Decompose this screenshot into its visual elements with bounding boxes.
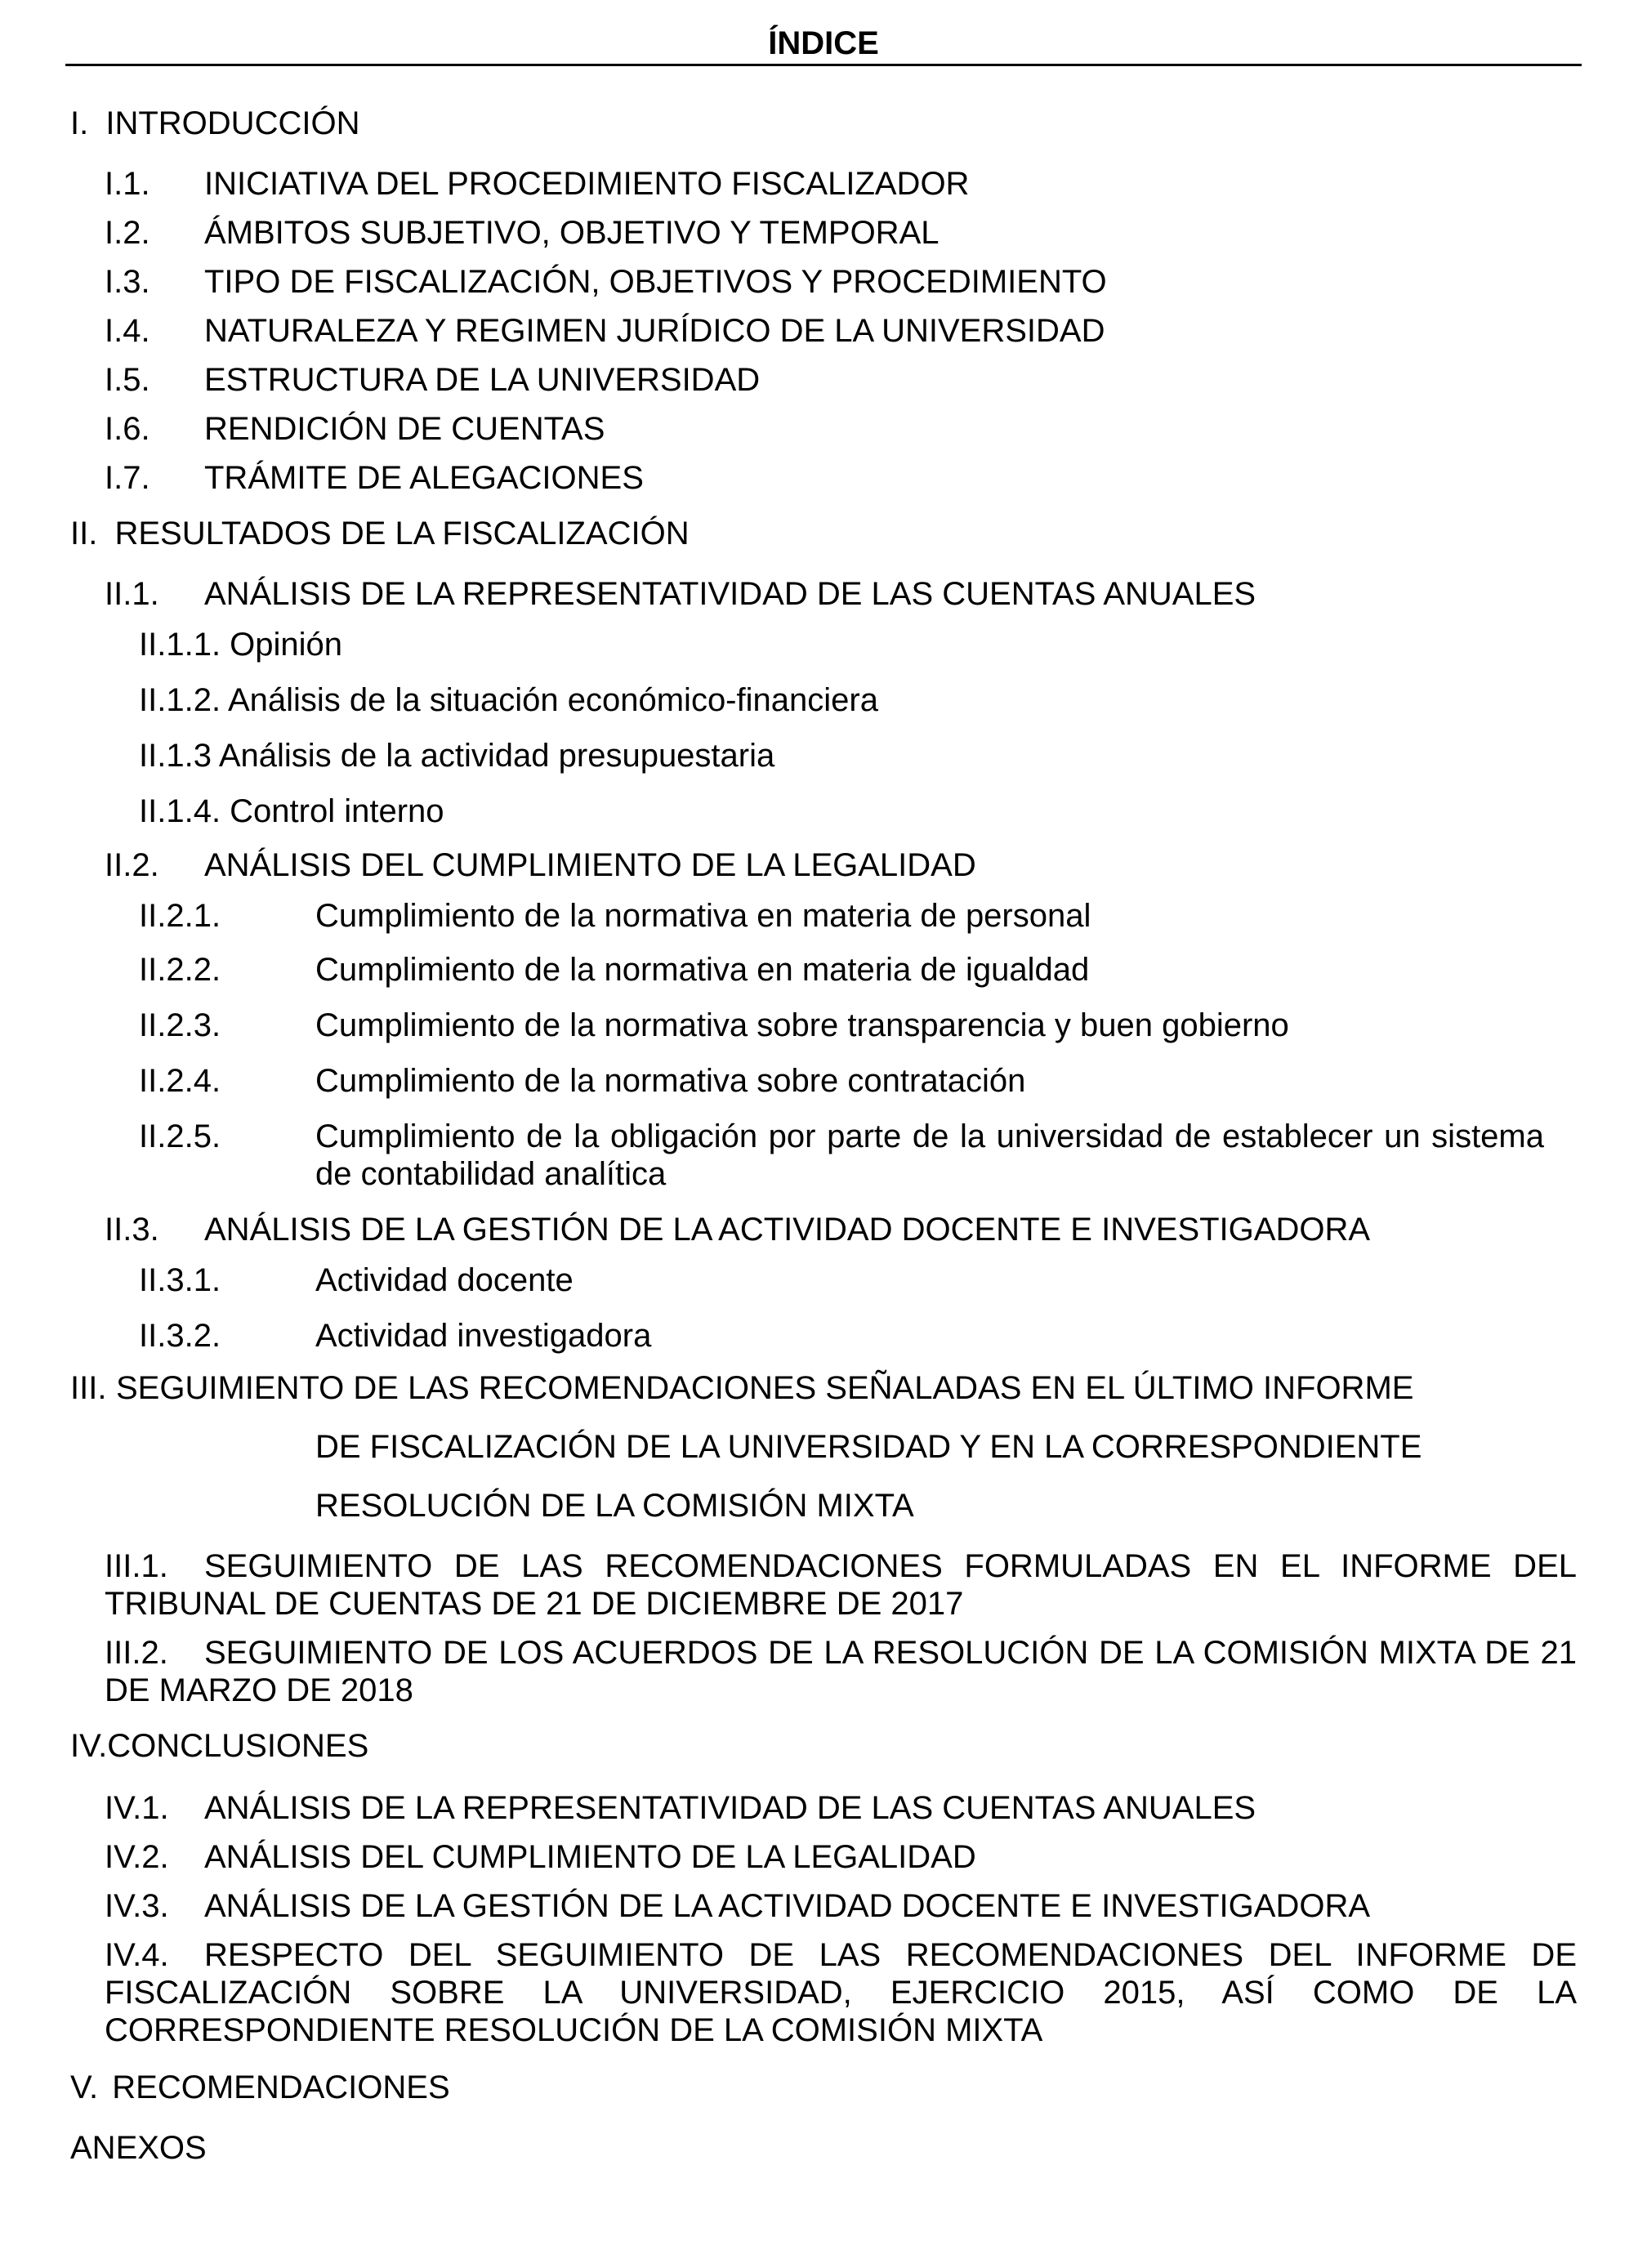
- toc-text: Cumplimiento de la obligación por parte de la universidad de establecer un sistema de contabilidad analítica: [315, 1118, 1544, 1192]
- toc-number: I.7.: [105, 460, 150, 496]
- toc-number: II.2.: [105, 847, 159, 883]
- toc-text: Cumplimiento de la normativa en materia de igualdad: [315, 952, 1090, 988]
- toc-entry-III-1[interactable]: [105, 1547, 1577, 1629]
- toc-entry-II-2-5[interactable]: [139, 1118, 1544, 1199]
- toc-text: TRÁMITE DE ALEGACIONES: [204, 460, 644, 496]
- toc-text: ANÁLISIS DEL CUMPLIMIENTO DE LA LEGALIDAD: [204, 847, 976, 883]
- toc-text: ÁMBITOS SUBJETIVO, OBJETIVO Y TEMPORAL: [204, 215, 940, 251]
- toc-text: ANÁLISIS DEL CUMPLIMIENTO DE LA LEGALIDAD: [204, 1839, 976, 1875]
- toc-number: III.1.: [105, 1548, 168, 1584]
- toc-number: II.3.2.: [139, 1318, 221, 1354]
- toc-entry-III-2[interactable]: [105, 1634, 1577, 1716]
- toc-text: ESTRUCTURA DE LA UNIVERSIDAD: [204, 362, 761, 398]
- toc-text: RENDICIÓN DE CUENTAS: [204, 411, 605, 447]
- toc-number: I.4.: [105, 313, 150, 349]
- toc-text: SEGUIMIENTO DE LAS RECOMENDACIONES FORMULADAS EN EL INFORME DEL TRIBUNAL DE CUENTAS DE 21 DE DICIEMBRE DE 2017: [105, 1548, 1577, 1622]
- toc-number: II.2.4.: [139, 1063, 221, 1099]
- title-divider: [65, 64, 1582, 66]
- toc-entry-I[interactable]: [70, 105, 359, 142]
- toc-number: IV.2.: [105, 1839, 169, 1875]
- toc-text: Actividad investigadora: [315, 1318, 652, 1354]
- toc-number: I.: [70, 105, 89, 141]
- toc-text: ANEXOS: [70, 2130, 207, 2166]
- toc-entry-II[interactable]: [70, 515, 690, 552]
- toc-text: II.1.1. Opinión: [139, 627, 343, 663]
- toc-entry-IV[interactable]: [70, 1727, 368, 1765]
- toc-number: IV.1.: [105, 1790, 169, 1826]
- toc-number: III.: [70, 1370, 107, 1406]
- toc-text: ANÁLISIS DE LA GESTIÓN DE LA ACTIVIDAD DOCENTE E INVESTIGADORA: [204, 1212, 1371, 1248]
- toc-number: II.2.1.: [139, 898, 221, 934]
- toc-number: III.2.: [105, 1635, 168, 1671]
- toc-text-continued: DE FISCALIZACIÓN DE LA UNIVERSIDAD Y EN LA CORRESPONDIENTE: [315, 1429, 1422, 1465]
- toc-text: ANÁLISIS DE LA REPRESENTATIVIDAD DE LAS CUENTAS ANUALES: [204, 1790, 1256, 1826]
- toc-entry-II-1-2[interactable]: [139, 681, 878, 719]
- toc-number: IV.: [70, 1728, 108, 1764]
- toc-number: I.6.: [105, 411, 150, 447]
- toc-entry-II-1-1[interactable]: [139, 626, 342, 663]
- toc-text: Actividad docente: [315, 1262, 574, 1298]
- index-title: ÍNDICE: [768, 25, 879, 61]
- toc-number: IV.3.: [105, 1888, 169, 1924]
- toc-entry-II-1-4[interactable]: [139, 792, 444, 830]
- toc-entry-II-1-3[interactable]: [139, 737, 774, 775]
- toc-entry-anexos[interactable]: [70, 2129, 207, 2167]
- toc-number: II.2.5.: [139, 1118, 221, 1154]
- toc-number: I.2.: [105, 215, 150, 251]
- toc-text: ANÁLISIS DE LA REPRESENTATIVIDAD DE LAS CUENTAS ANUALES: [204, 576, 1256, 612]
- toc-text: INTRODUCCIÓN: [105, 105, 360, 141]
- toc-text: INICIATIVA DEL PROCEDIMIENTO FISCALIZADOR: [204, 166, 970, 202]
- toc-entry-V[interactable]: [70, 2069, 450, 2106]
- toc-text: CONCLUSIONES: [107, 1728, 369, 1764]
- toc-number: IV.4.: [105, 1937, 169, 1973]
- toc-number: II.1.: [105, 576, 159, 612]
- toc-text: Cumplimiento de la normativa en materia de personal: [315, 898, 1091, 934]
- toc-text: SEGUIMIENTO DE LAS RECOMENDACIONES SEÑALADAS EN EL ÚLTIMO INFORME: [116, 1370, 1414, 1406]
- toc-text: ANÁLISIS DE LA GESTIÓN DE LA ACTIVIDAD DOCENTE E INVESTIGADORA: [204, 1888, 1371, 1924]
- toc-entry-IV-4[interactable]: [105, 1936, 1577, 2059]
- toc-text: RESPECTO DEL SEGUIMIENTO DE LAS RECOMENDACIONES DEL INFORME DE FISCALIZACIÓN SOBRE LA UNIVERSIDAD, EJERCICIO 2015, ASÍ COMO DE LA CORRESPONDIENTE RESOLUCIÓN DE LA COMISIÓN MIXTA: [105, 1937, 1577, 2048]
- toc-text: Cumplimiento de la normativa sobre contratación: [315, 1063, 1026, 1099]
- toc-number: II.2.2.: [139, 952, 221, 988]
- toc-text: RECOMENDACIONES: [112, 2069, 450, 2105]
- toc-number: II.3.1.: [139, 1262, 221, 1298]
- toc-text: II.1.2. Análisis de la situación económico-financiera: [139, 682, 878, 718]
- toc-text: SEGUIMIENTO DE LOS ACUERDOS DE LA RESOLUCIÓN DE LA COMISIÓN MIXTA DE 21 DE MARZO DE 2018: [105, 1635, 1577, 1708]
- toc-text: RESULTADOS DE LA FISCALIZACIÓN: [114, 516, 690, 551]
- toc-entry-III[interactable]: [70, 1369, 1536, 1533]
- toc-number: II.: [70, 516, 98, 551]
- toc-number: II.3.: [105, 1212, 159, 1248]
- toc-text-continued: RESOLUCIÓN DE LA COMISIÓN MIXTA: [315, 1488, 914, 1524]
- toc-number: I.1.: [105, 166, 150, 202]
- toc-text: TIPO DE FISCALIZACIÓN, OBJETIVOS Y PROCEDIMIENTO: [204, 264, 1107, 300]
- toc-number: II.2.3.: [139, 1007, 221, 1043]
- toc-text: NATURALEZA Y REGIMEN JURÍDICO DE LA UNIVERSIDAD: [204, 313, 1105, 349]
- toc-number: V.: [70, 2069, 99, 2105]
- toc-number: I.5.: [105, 362, 150, 398]
- toc-text: II.1.3 Análisis de la actividad presupuestaria: [139, 738, 775, 774]
- toc-text: Cumplimiento de la normativa sobre transparencia y buen gobierno: [315, 1007, 1289, 1043]
- toc-text: II.1.4. Control interno: [139, 793, 444, 829]
- toc-number: I.3.: [105, 264, 150, 300]
